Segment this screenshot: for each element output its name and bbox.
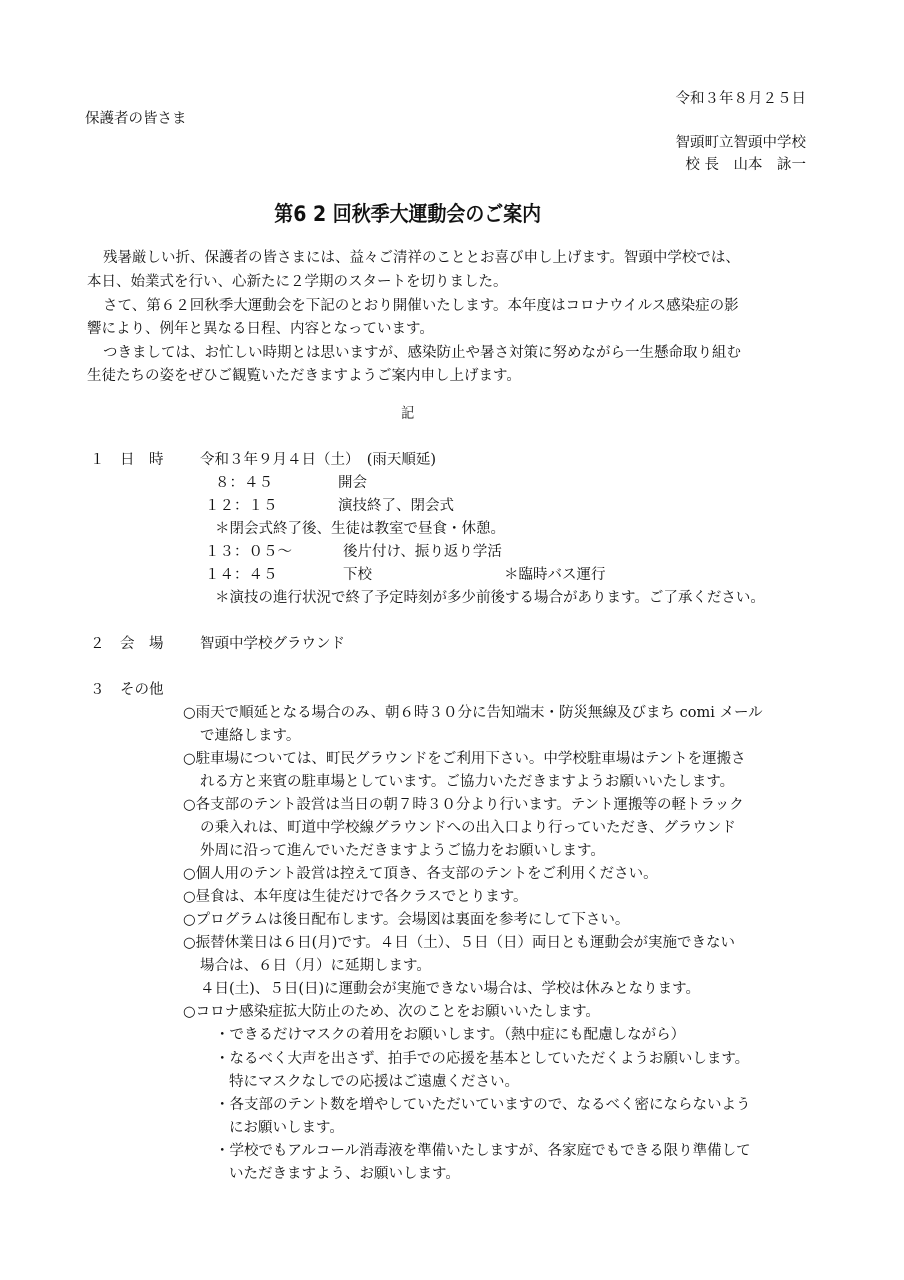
intro-line: 残暑厳しい折、保護者の皆さまには、益々ご清祥のこととお喜び申し上げます。智頭中学校では、 — [103, 250, 740, 266]
recipient: 保護者の皆さま — [85, 111, 187, 127]
other-line: ○振替休業日は６日(月)です。４日（土）、５日（日）両日とも運動会が実施できない — [183, 935, 736, 951]
other-line: ・学校でもアルコール消毒液を準備いたしますが、各家庭でもできる限り準備して — [215, 1143, 751, 1159]
other-line: ４日(土)、５日(日)に運動会が実施できない場合は、学校は休みとなります。 — [200, 981, 700, 997]
venue-value: 智頭中学校グラウンド — [200, 636, 345, 652]
intro-line: つきましては、お忙しい時期とは思いますが、感染防止や暑さ対策に努めながら一生懸命取り組む — [103, 345, 741, 361]
schedule-time: １３：０５～ — [205, 544, 292, 560]
schedule-event: 下校 — [343, 567, 372, 583]
intro-line: 響により、例年と異なる日程、内容となっています。 — [87, 321, 434, 337]
section-label: その他 — [120, 682, 164, 698]
other-line: ○昼食は、本年度は生徒だけで各クラスでとります。 — [183, 889, 528, 905]
section-number: ２ — [90, 636, 105, 652]
page-title: 第6 2 回秋季大運動会のご案内 — [274, 202, 542, 226]
section-label: 会 場 — [120, 636, 164, 652]
other-line: ○雨天で順延となる場合のみ、朝６時３０分に告知端末・防災無線及びまち comi メール — [183, 705, 763, 721]
section-number: ３ — [90, 682, 105, 698]
event-date: 令和３年９月４日（土） (雨天順延) — [200, 452, 437, 468]
other-line: ○個人用のテント設営は控えて頂き、各支部のテントをご利用ください。 — [183, 866, 658, 882]
schedule-event: 演技終了、閉会式 — [338, 498, 454, 514]
schedule-event: 後片付け、振り返り学活 — [343, 544, 502, 560]
other-line: いただきますよう、お願いします。 — [229, 1166, 460, 1182]
other-line: ○コロナ感染症拡大防止のため、次のことをお願いいたします。 — [183, 1004, 600, 1020]
other-line: ○各支部のテント設営は当日の朝７時３０分より行います。テント運搬等の軽トラック — [183, 797, 744, 813]
other-line: ・各支部のテント数を増やしていただいていますので、なるべく密にならないよう — [215, 1097, 751, 1113]
other-line: 場合は、６日（月）に延期します。 — [200, 958, 431, 974]
other-line: ・できるだけマスクの着用をお願いします。（熱中症にも配慮しながら） — [215, 1027, 686, 1043]
section-number: １ — [90, 452, 105, 468]
schedule-time: １２：１５ — [205, 498, 278, 514]
intro-line: さて、第６２回秋季大運動会を下記のとおり開催いたします。本年度はコロナウイルス感染症の影 — [103, 298, 739, 314]
intro-line: 本日、始業式を行い、心新たに２学期のスタートを切りました。 — [87, 274, 508, 290]
other-line: ○プログラムは後日配布します。会場図は裏面を参考にして下さい。 — [183, 912, 630, 928]
sender-school: 智頭町立智頭中学校 — [675, 135, 806, 151]
intro-line: 生徒たちの姿をぜひご観覧いただきますようご案内申し上げます。 — [87, 368, 521, 384]
section-label: 日 時 — [120, 452, 164, 468]
other-line: れる方と来賓の駐車場としています。ご協力いただきますようお願いいたします。 — [200, 774, 735, 790]
other-line: ・なるべく大声を出さず、拍手での応援を基本としていただくようお願いします。 — [215, 1051, 750, 1067]
other-line: 特にマスクなしでの応援はご遠慮ください。 — [229, 1074, 519, 1090]
other-line: 外周に沿って進んでいただきますようご協力をお願いします。 — [200, 843, 605, 859]
schedule-note: ＊演技の進行状況で終了予定時刻が多少前後する場合があります。ご了承ください。 — [215, 590, 765, 606]
document-date: 令和３年８月２５日 — [675, 91, 806, 107]
schedule-time: ８：４５ — [215, 475, 273, 491]
schedule-event: 開会 — [338, 475, 367, 491]
sender-principal: 校 長 山本 詠一 — [685, 157, 806, 173]
other-line: で連絡します。 — [200, 728, 301, 744]
schedule-extra: ＊臨時バス運行 — [504, 567, 606, 583]
other-line: にお願いします。 — [229, 1120, 344, 1136]
other-line: ○駐車場については、町民グラウンドをご利用下さい。中学校駐車場はテントを運搬さ — [183, 751, 746, 767]
schedule-time: １４：４５ — [205, 567, 278, 583]
ki-heading: 記 — [401, 406, 415, 422]
schedule-note: ＊閉会式終了後、生徒は教室で昼食・休憩。 — [215, 521, 505, 537]
other-line: の乗入れは、町道中学校線グラウンドへの出入口より行っていただき、グラウンド — [200, 820, 736, 836]
